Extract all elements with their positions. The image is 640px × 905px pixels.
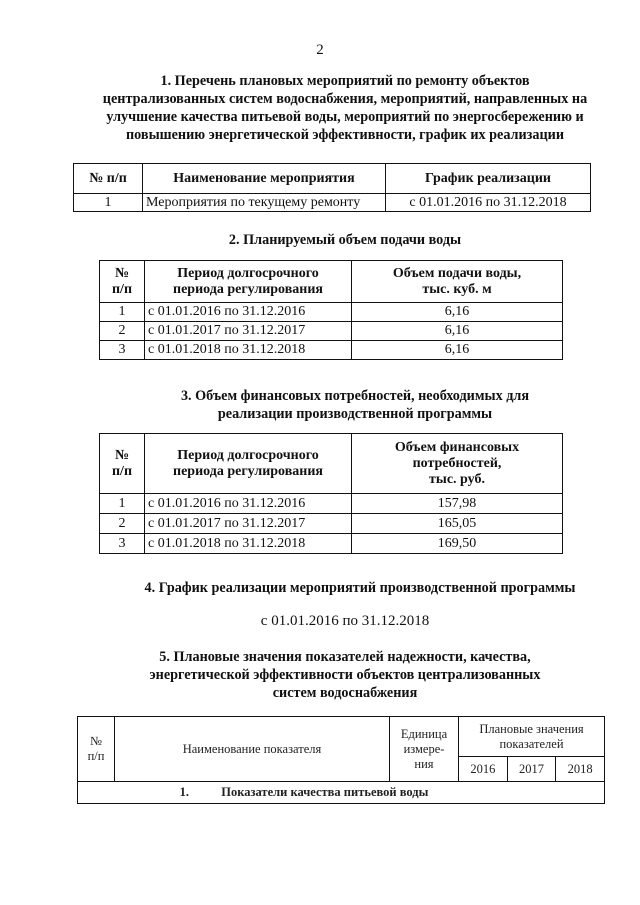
col-year-2018: 2018 [556, 757, 605, 782]
section-1-title-line: повышению энергетической эффективности, график их реализации [126, 127, 564, 143]
table-row [100, 494, 563, 514]
cell-period: с 01.01.2018 по 31.12.2018 [145, 534, 352, 554]
table-header-row [74, 164, 591, 194]
cell-amount: 157,98 [352, 494, 563, 514]
header-line: периода регулирования [173, 463, 323, 479]
cell-number: 1 [100, 494, 145, 514]
cell-amount: 165,05 [352, 514, 563, 534]
cell-activity-name: Мероприятия по текущему ремонту [143, 194, 386, 212]
table-indicators [77, 716, 605, 804]
header-line: п/п [111, 463, 133, 479]
table-activities [73, 163, 591, 212]
section-5-title [60, 648, 630, 702]
header-line: № [114, 447, 130, 463]
section-1-title-line: централизованных систем водоснабжения, мероприятий, направленных на [102, 91, 588, 107]
table-header-row [100, 434, 563, 494]
cell-period: с 01.01.2016 по 31.12.2016 [145, 303, 352, 322]
subsection-number: 1. [179, 785, 189, 799]
table-header-row [100, 261, 563, 303]
table-row [100, 341, 563, 360]
section-4-period: с 01.01.2016 по 31.12.2018 [260, 613, 430, 629]
col-period [145, 261, 352, 303]
page-number: 2 [316, 42, 324, 58]
col-number [100, 434, 145, 494]
cell-period: с 01.01.2016 по 31.12.2016 [145, 494, 352, 514]
header-line: Единица [400, 726, 448, 741]
cell-volume: 6,16 [352, 303, 563, 322]
cell-number: 3 [100, 534, 145, 554]
section-5-title-line: 5. Плановые значения показателей надежности, качества, [159, 649, 531, 665]
table-water-supply [99, 260, 563, 360]
section-5-title-line: энергетической эффективности объектов централизованных [149, 667, 541, 683]
section-1-title-line: 1. Перечень плановых мероприятий по ремонту объектов [160, 73, 530, 89]
header-line: Плановые значения [479, 721, 584, 736]
header-line: № [90, 734, 102, 748]
section-1-title-line: улучшение качества питьевой воды, мероприятий по энергосбережению и [106, 109, 584, 125]
col-year-2016: 2016 [459, 757, 508, 782]
col-number: № п/п [74, 164, 143, 194]
table-row [74, 194, 591, 212]
header-line: потребностей, [412, 455, 502, 471]
header-line: Объем подачи воды, [392, 265, 522, 281]
section-3-title-line: 3. Объем финансовых потребностей, необходимых для [180, 388, 530, 404]
header-line: № [114, 265, 130, 281]
table-row [100, 534, 563, 554]
section-4-title: 4. График реализации мероприятий производственной программы [144, 580, 576, 596]
col-activity-name: Наименование мероприятия [143, 164, 386, 194]
table-row [100, 514, 563, 534]
table-header-row [78, 717, 605, 757]
header-line: Период долгосрочного [177, 447, 319, 463]
section-3-title [100, 387, 610, 423]
header-line: п/п [87, 749, 105, 763]
cell-volume: 6,16 [352, 322, 563, 341]
header-line: п/п [111, 281, 133, 297]
col-number [78, 717, 115, 782]
section-5-title-line: систем водоснабжения [272, 685, 418, 701]
cell-period: с 01.01.2017 по 31.12.2017 [145, 322, 352, 341]
cell-amount: 169,50 [352, 534, 563, 554]
header-line: Объем финансовых [394, 439, 520, 455]
col-period [145, 434, 352, 494]
cell-number: 1 [74, 194, 143, 212]
col-planned-values [459, 717, 605, 757]
col-volume [352, 261, 563, 303]
col-number [100, 261, 145, 303]
section-3-title-line: реализации производственной программы [217, 406, 493, 422]
col-financial-needs [352, 434, 563, 494]
subsection-title: Показатели качества питьевой воды [221, 785, 429, 799]
col-year-2017: 2017 [507, 757, 556, 782]
section-1-title [60, 72, 630, 144]
col-indicator-name: Наименование показателя [115, 717, 390, 782]
table-section-row [78, 782, 605, 804]
header-line: показателей [499, 736, 564, 751]
header-line: измере- [403, 741, 445, 756]
col-unit [390, 717, 459, 782]
table-row [100, 322, 563, 341]
cell-schedule: с 01.01.2016 по 31.12.2018 [386, 194, 591, 212]
cell-number: 2 [100, 514, 145, 534]
cell-number: 3 [100, 341, 145, 360]
header-line: ния [414, 756, 434, 771]
table-row [100, 303, 563, 322]
header-line: периода регулирования [173, 281, 323, 297]
header-line: тыс. руб. [429, 471, 485, 487]
subsection-label [78, 782, 605, 804]
header-line: Период долгосрочного [177, 265, 319, 281]
cell-period: с 01.01.2018 по 31.12.2018 [145, 341, 352, 360]
header-line: тыс. куб. м [422, 281, 492, 297]
cell-period: с 01.01.2017 по 31.12.2017 [145, 514, 352, 534]
col-schedule: График реализации [386, 164, 591, 194]
table-financial-needs [99, 433, 563, 554]
cell-volume: 6,16 [352, 341, 563, 360]
cell-number: 1 [100, 303, 145, 322]
section-2-title: 2. Планируемый объем подачи воды [228, 232, 462, 248]
cell-number: 2 [100, 322, 145, 341]
